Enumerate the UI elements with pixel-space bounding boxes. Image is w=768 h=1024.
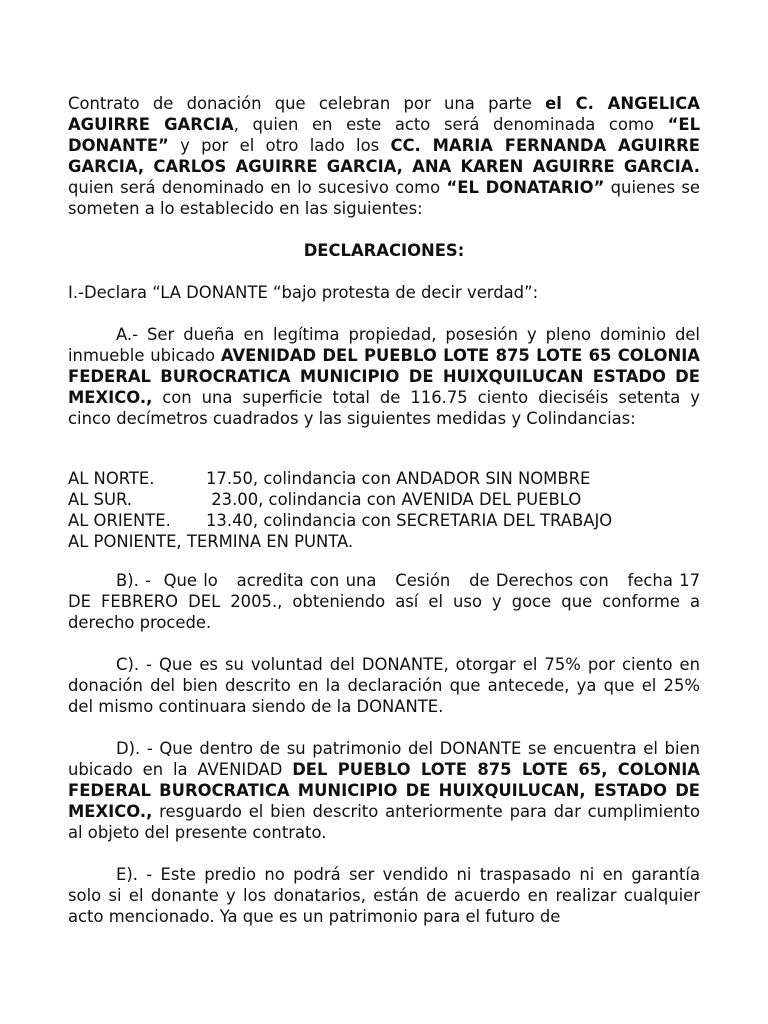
intro-donatario-label: “EL DONATARIO” xyxy=(446,178,605,197)
declaration-e: E). - Este predio no podrá ser vendido ni traspasado ni en garantía solo si el donante y los donatarios, están de acuerdo en realizar cualquier acto mencionado. Ya que es un patrimonio para el futuro de xyxy=(68,865,700,926)
declaration-b: B). - Que lo acredita con una Cesión de Derechos con fecha 17 DE FEBRERO DEL 2005., obteniendo así el uso y goce que conforme a derecho procede. xyxy=(68,571,706,632)
intro-text-5: quienes se someten a lo establecido en las siguientes: xyxy=(68,178,700,218)
intro-text-4: quien será denominado en lo sucesivo como xyxy=(68,178,447,197)
boundary-north-dir: AL NORTE. xyxy=(68,469,155,488)
boundary-south-text: 23.00, colindancia con AVENIDA DEL PUEBLO xyxy=(206,490,582,509)
declaration-a-address: AVENIDAD DEL PUEBLO LOTE 875 LOTE 65 COLONIA FEDERAL BUROCRATICA MUNICIPIO DE HUIXQUILUCAN ESTADO DE MEXICO., xyxy=(68,346,700,407)
intro-paragraph xyxy=(68,93,700,219)
boundary-east xyxy=(68,510,708,531)
boundary-east-text: 13.40, colindancia con SECRETARIA DEL TRABAJO xyxy=(206,511,613,530)
intro-donante-name: el C. ANGELICA AGUIRRE GARCIA xyxy=(68,94,700,134)
boundary-south-dir: AL SUR. xyxy=(68,490,132,509)
declaraciones-heading: DECLARACIONES: xyxy=(303,241,465,260)
declaration-d-text-1: D). - Que dentro de su patrimonio del DONANTE se encuentra el bien ubicado en la AVENIDAD xyxy=(68,739,700,779)
declaration-d xyxy=(68,738,700,843)
boundary-west: AL PONIENTE, TERMINA EN PUNTA. xyxy=(68,532,354,551)
boundary-east-dir: AL ORIENTE. xyxy=(68,511,171,530)
intro-text-1: Contrato de donación que celebran por una parte xyxy=(68,94,546,113)
declaration-a xyxy=(68,324,700,429)
intro-text-2: , quien en este acto será denominada como xyxy=(233,115,668,134)
intro-text-3: y por el otro lado los xyxy=(168,136,391,155)
declaration-d-text-2: resguardo el bien descrito anteriormente para dar cumplimiento al objeto del presente contrato. xyxy=(68,802,700,842)
declaration-c: C). - Que es su voluntad del DONANTE, otorgar el 75% por ciento en donación del bien descrito en la declaración que antecede, ya que el 25% del mismo continuara siendo de la DONANTE. xyxy=(68,655,700,716)
boundary-north xyxy=(68,468,708,489)
declaration-a-text-2: con una superficie total de 116.75 ciento dieciséis setenta y cinco decímetros cuadrados y las siguientes medidas y Colindancias: xyxy=(68,388,700,428)
intro-donante-label: “EL DONANTE” xyxy=(68,115,701,155)
boundary-north-text: 17.50, colindancia con ANDADOR SIN NOMBRE xyxy=(206,469,591,488)
declaration-a-text-1: A.- Ser dueña en legítima propiedad, posesión y pleno dominio del inmueble ubicado xyxy=(68,325,700,365)
boundary-south xyxy=(68,489,708,510)
intro-donatarios-names: CC. MARIA FERNANDA AGUIRRE GARCIA, CARLOS AGUIRRE GARCIA, ANA KAREN AGUIRRE GARCIA. xyxy=(68,136,700,176)
declaration-intro: I.-Declara “LA DONANTE “bajo protesta de decir verdad”: xyxy=(68,283,539,302)
declaration-d-address: DEL PUEBLO LOTE 875 LOTE 65, COLONIA FEDERAL BUROCRATICA MUNICIPIO DE HUIXQUILUCAN, ESTADO DE MEXICO., xyxy=(68,760,700,821)
